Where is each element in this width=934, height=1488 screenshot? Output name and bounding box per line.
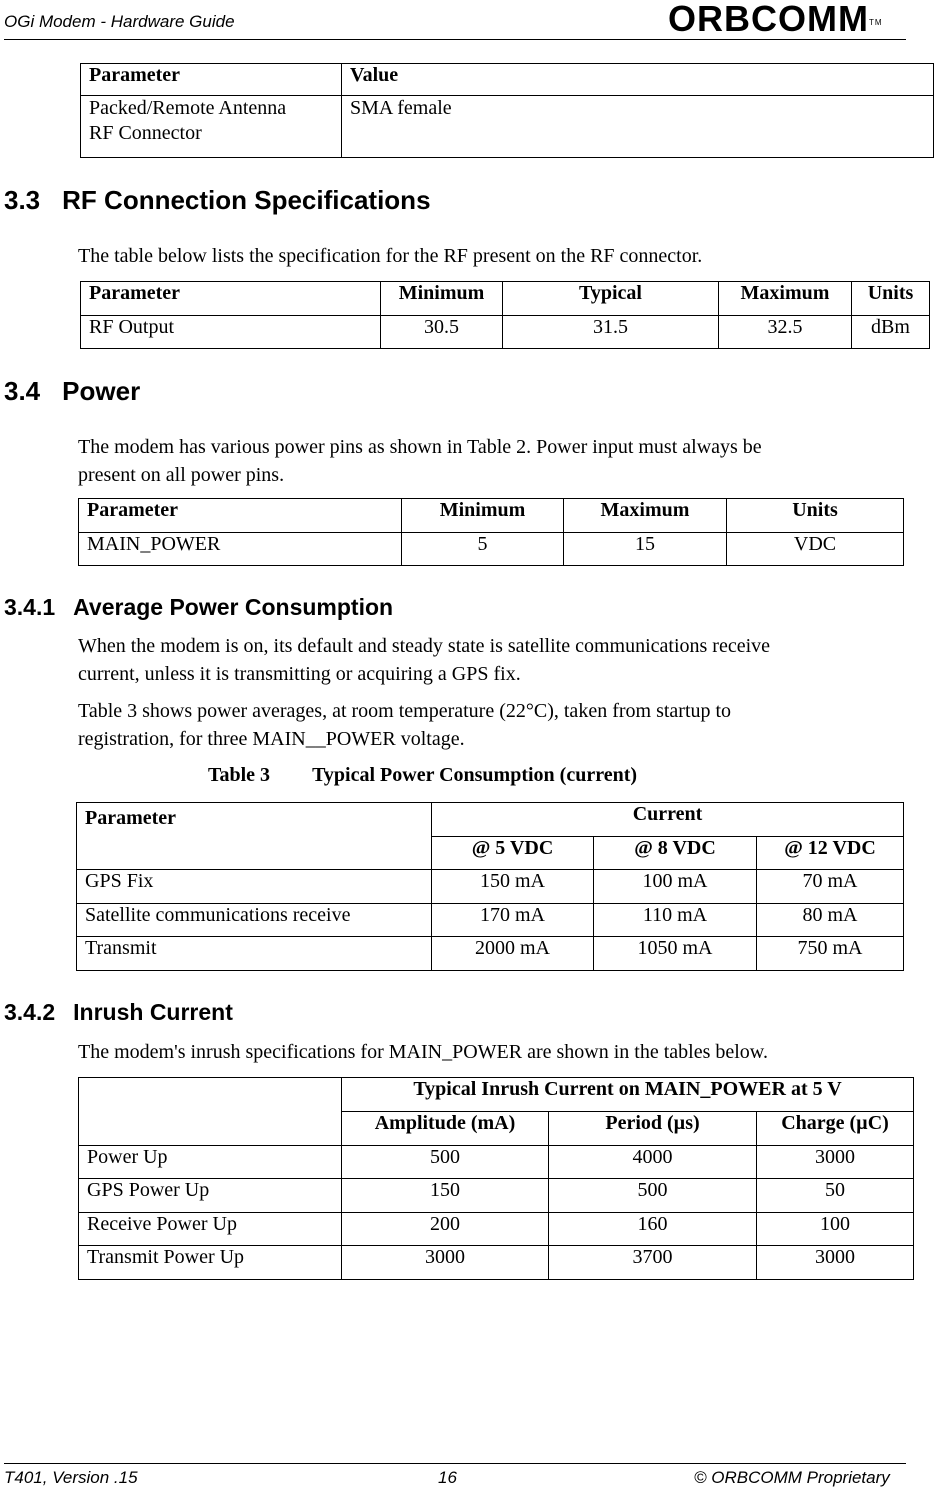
connector-table (80, 63, 934, 158)
table-header: Typical (503, 282, 719, 316)
rf-spec-table (80, 281, 930, 349)
param-line: Packed/Remote Antenna (89, 97, 287, 119)
paragraph: The table below lists the specification for the RF present on the RF connector. (78, 245, 703, 267)
power-pins-table (78, 498, 904, 566)
document-title: OGi Modem - Hardware Guide (4, 12, 235, 31)
logo-text: ORBCOMM (668, 0, 869, 39)
footer-page-number: 16 (438, 1468, 457, 1487)
table-caption (208, 764, 637, 787)
section-heading (4, 185, 431, 216)
section-number: 3.4 (4, 376, 41, 406)
table-subheader: Amplitude (mA) (342, 1112, 549, 1146)
table-subheader: Charge (µC) (757, 1112, 914, 1146)
table-cell: 50 (757, 1179, 914, 1213)
table-subheader: @ 8 VDC (594, 837, 757, 870)
table-cell: 1050 mA (594, 937, 757, 971)
table-cell: 70 mA (757, 870, 904, 904)
text-line: present on all power pins. (78, 464, 285, 486)
table-cell: 160 (549, 1213, 757, 1246)
table-row (79, 1246, 914, 1280)
table-cell: 31.5 (503, 316, 719, 349)
table-cell: Power Up (79, 1146, 342, 1179)
table-cell (81, 96, 342, 158)
table-cell: 170 mA (432, 904, 594, 937)
footer-proprietary: © ORBCOMM Proprietary (694, 1468, 890, 1487)
section-number: 3.4.2 (4, 999, 56, 1025)
table-row (79, 1213, 914, 1246)
table-cell: 3000 (757, 1246, 914, 1280)
table-cell: SMA female (342, 96, 934, 158)
logo-trademark: TM (868, 18, 883, 27)
paragraph (78, 632, 770, 688)
table-cell: 200 (342, 1213, 549, 1246)
table-subheader: @ 5 VDC (432, 837, 594, 870)
table-cell: RF Output (81, 316, 381, 349)
table-row (77, 904, 904, 937)
table-group-header: Typical Inrush Current on MAIN_POWER at 5 V (342, 1078, 914, 1112)
table-cell: 2000 mA (432, 937, 594, 971)
table-header: Units (727, 499, 904, 533)
section-title: Inrush Current (73, 999, 233, 1025)
inrush-current-table (78, 1077, 914, 1280)
power-consumption-table (76, 802, 904, 971)
table-header: Parameter (79, 499, 402, 533)
table-header: Parameter (77, 803, 432, 870)
table-header: Minimum (381, 282, 503, 316)
footer-document-version: T401, Version .15 (4, 1468, 138, 1487)
header-divider (4, 39, 906, 40)
table-cell: 100 (757, 1213, 914, 1246)
text-line: current, unless it is transmitting or acquiring a GPS fix. (78, 663, 521, 685)
orbcomm-logo (668, 0, 883, 38)
table-row (77, 870, 904, 904)
table-cell: GPS Power Up (79, 1179, 342, 1213)
subsection-heading (4, 594, 393, 621)
table-cell: 5 (402, 533, 564, 566)
section-title: Power (62, 376, 141, 406)
table-cell: 15 (564, 533, 727, 566)
table-cell: 80 mA (757, 904, 904, 937)
table-cell: 750 mA (757, 937, 904, 971)
table-subheader: Period (µs) (549, 1112, 757, 1146)
table-cell: 4000 (549, 1146, 757, 1179)
table-cell: 150 (342, 1179, 549, 1213)
paragraph: The modem's inrush specifications for MAIN_POWER are shown in the tables below. (78, 1041, 768, 1063)
table-cell: 150 mA (432, 870, 594, 904)
table-corner (79, 1078, 342, 1146)
table-row (79, 1146, 914, 1179)
table-header: Parameter (81, 282, 381, 316)
text-line: When the modem is on, its default and steady state is satellite communications receive (78, 635, 771, 657)
section-number: 3.3 (4, 185, 41, 215)
table-cell: 110 mA (594, 904, 757, 937)
table-subheader: @ 12 VDC (757, 837, 904, 870)
table-cell: Satellite communications receive (77, 904, 432, 937)
table-cell: GPS Fix (77, 870, 432, 904)
section-heading (4, 376, 140, 407)
table-cell: 30.5 (381, 316, 503, 349)
table-group-header: Current (432, 803, 904, 837)
footer-divider (4, 1463, 906, 1464)
param-line: RF Connector (89, 122, 202, 144)
caption-text: Typical Power Consumption (current) (312, 764, 638, 786)
section-number: 3.4.1 (4, 594, 56, 620)
section-title: Average Power Consumption (73, 594, 394, 620)
subsection-heading (4, 999, 233, 1026)
table-header: Minimum (402, 499, 564, 533)
table-header: Parameter (81, 64, 342, 96)
caption-label: Table 3 (208, 764, 271, 786)
table-row (79, 1179, 914, 1213)
table-cell: 32.5 (719, 316, 852, 349)
table-cell: 500 (549, 1179, 757, 1213)
table-row (77, 937, 904, 971)
table-cell: 100 mA (594, 870, 757, 904)
table-cell: dBm (852, 316, 930, 349)
table-header: Value (342, 64, 934, 96)
table-cell: 3000 (342, 1246, 549, 1280)
text-line: registration, for three MAIN__POWER voltage. (78, 728, 465, 750)
table-cell: 3000 (757, 1146, 914, 1179)
paragraph (78, 697, 731, 753)
section-title: RF Connection Specifications (62, 185, 431, 215)
table-header: Units (852, 282, 930, 316)
table-cell: Transmit (77, 937, 432, 971)
table-header: Maximum (719, 282, 852, 316)
table-cell: 500 (342, 1146, 549, 1179)
table-cell: Receive Power Up (79, 1213, 342, 1246)
text-line: The modem has various power pins as shown in Table 2. Power input must always be (78, 436, 762, 458)
table-cell: VDC (727, 533, 904, 566)
text-line: Table 3 shows power averages, at room temperature (22°C), taken from startup to (78, 700, 732, 722)
table-cell: MAIN_POWER (79, 533, 402, 566)
table-cell: Transmit Power Up (79, 1246, 342, 1280)
table-cell: 3700 (549, 1246, 757, 1280)
paragraph (78, 433, 762, 489)
table-header: Maximum (564, 499, 727, 533)
